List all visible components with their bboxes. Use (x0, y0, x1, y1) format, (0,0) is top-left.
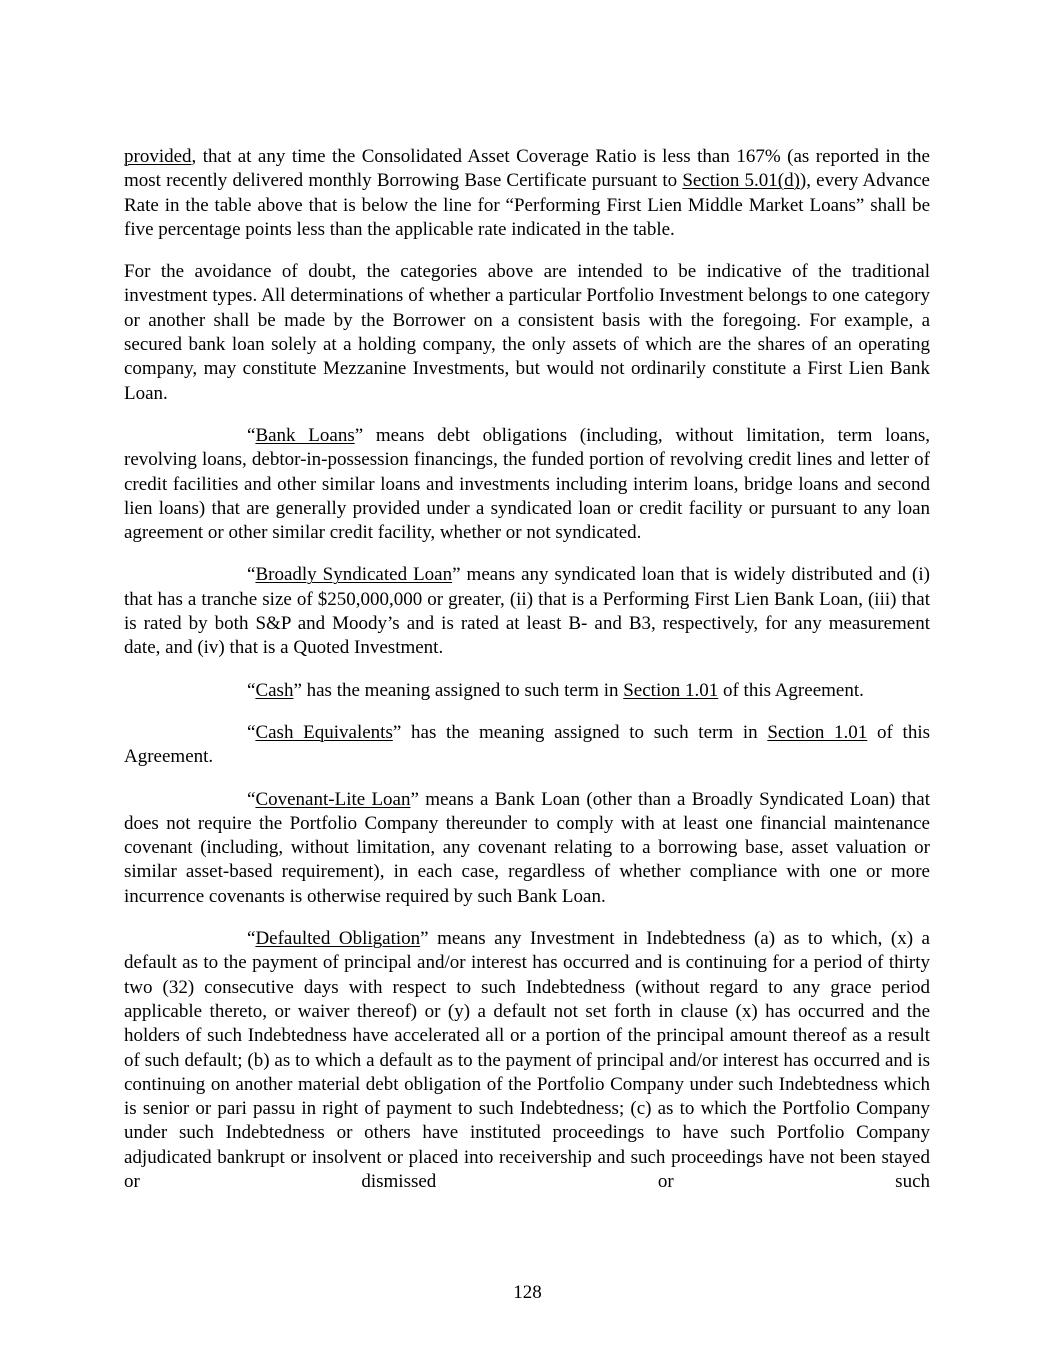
paragraph-text: ” has the meaning assigned to such term in (392, 721, 768, 743)
paragraph-text: ” means any Investment in Indebtedness (a) as to which, (x) a default as to the payment of principal and/or interest has occurred and is continuing for a period of thirty two (32) consecutive days with respect to such Indebtedness (without regard to any grace period applicable thereto, or waiver thereof) or (y) a default not set forth in clause (x) has occurred and the holders of such Indebtedness have accelerated all or a portion of the principal amount thereof as a result of such default; (b) as to which a default as to the payment of principal and/or interest has occurred and is continuing on another material debt obligation of the Portfolio Company under such Indebtedness which is senior or pari passu in right of payment to such Indebtedness; (c) as to which the Portfolio Company under such Indebtedness or others have instituted proceedings to have such Portfolio Company adjudicated bankrupt or insolvent or placed into receivership and such proceedings have not been stayed or dismissed or such (124, 928, 930, 1192)
definition-bank-loans (124, 424, 930, 545)
definition-cash (124, 679, 930, 703)
defined-term-reference: Section 5.01(d) (682, 170, 800, 192)
page-number: 128 (513, 1282, 542, 1303)
defined-term-reference: Covenant-Lite Loan (255, 788, 411, 810)
paragraph-text: , that at any time the Consolidated Asset Coverage Ratio is less than 167% (as reported in the most recently delivered monthly Borrowing Base Certificate pursuant to (124, 146, 930, 192)
defined-term-reference: Section 1.01 (767, 721, 868, 743)
paragraph-text: ” means a Bank Loan (other than a Broadly Syndicated Loan) that does not require the Portfolio Company thereunder to comply with at least one financial maintenance covenant (including, without limitation, any covenant relating to a borrowing base, asset valuation or similar asset-based requirement), in each case, regardless of whether compliance with one or more incurrence covenants is otherwise required by such Bank Loan. (124, 788, 931, 907)
document-page (124, 145, 930, 1194)
paragraph-text: ” means debt obligations (including, without limitation, term loans, revolving loans, debtor-in-possession financings, the funded portion of revolving credit lines and letter of credit facilities and other similar loans and investments including interim loans, bridge loans and second lien loans) that are generally provided under a syndicated loan or credit facility or pursuant to any loan agreement or other similar credit facility, whether or not syndicated. (124, 424, 930, 544)
defined-term-reference: Defaulted Obligation (255, 928, 421, 950)
paragraph-text: ” has the meaning assigned to such term in (293, 679, 624, 701)
definition-covenant-lite-loan (124, 788, 930, 909)
definition-cash-equivalents (124, 721, 930, 770)
paragraph-text: “ (247, 788, 256, 810)
paragraph-text: ” means any syndicated loan that is widely distributed and (i) that has a tranche size of $250,000,000 or greater, (ii) that is a Performing First Lien Bank Loan, (iii) that is rated by both S&P and Moody’s and is rated at least B- and B3, respectively, for any measurement date, and (iv) that is a Quoted Investment. (124, 564, 930, 659)
paragraph-avoidance-of-doubt (124, 260, 930, 406)
defined-term-reference: Cash (255, 679, 294, 701)
paragraph-text: “ (247, 679, 256, 701)
paragraph-text: “ (247, 928, 256, 950)
paragraph-text: of this Agreement. (124, 721, 931, 768)
paragraph-text: “ (247, 721, 256, 743)
paragraph-text: “ (247, 424, 256, 446)
definition-defaulted-obligation (124, 927, 930, 1194)
paragraph-text: For the avoidance of doubt, the categories above are intended to be indicative of the traditional investment types. All determinations of whether a particular Portfolio Investment belongs to one category or another shall be made by the Borrower on a consistent basis with the foregoing. For example, a secured bank loan solely at a holding company, the only assets of which are the shares of an operating company, may constitute Mezzanine Investments, but would not ordinarily constitute a First Lien Bank Loan. (124, 261, 930, 404)
defined-term-reference: Cash Equivalents (255, 721, 393, 743)
defined-term-reference: provided (124, 146, 192, 167)
defined-term-reference: Bank Loans (255, 424, 355, 446)
paragraph-proviso (124, 145, 930, 242)
defined-term-reference: Broadly Syndicated Loan (255, 564, 453, 586)
definition-broadly-syndicated-loan (124, 563, 930, 660)
defined-term-reference: Section 1.01 (623, 679, 719, 701)
paragraph-text: ), every Advance Rate in the table above that is below the line for “Performing First Lien Middle Market Loans” shall be five percentage points less than the applicable rate indicated in the table. (124, 170, 930, 240)
paragraph-text: of this Agreement. (718, 679, 864, 701)
paragraph-text: “ (247, 564, 256, 586)
